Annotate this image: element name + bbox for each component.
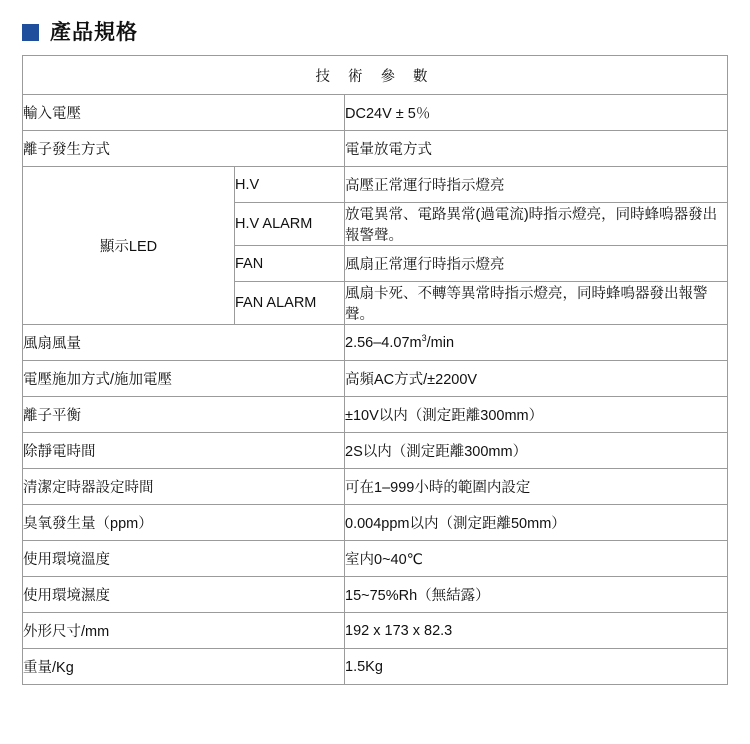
row-label: 使用環境濕度 bbox=[23, 577, 345, 613]
page-title-text: 產品規格 bbox=[50, 20, 138, 44]
table-row bbox=[23, 167, 728, 203]
table-row bbox=[23, 613, 728, 649]
row-label: 臭氧發生量（ppm） bbox=[23, 505, 345, 541]
table-row bbox=[23, 325, 728, 361]
row-value: 高頻AC方式/±2200V bbox=[345, 361, 728, 397]
row-value: DC24V ± 5％ bbox=[345, 95, 728, 131]
table-row bbox=[23, 577, 728, 613]
spec-table-wrapper bbox=[0, 46, 750, 685]
row-value: 192 x 173 x 82.3 bbox=[345, 613, 728, 649]
table-row bbox=[23, 95, 728, 131]
airflow-value-post: /min bbox=[426, 334, 455, 351]
row-value: 風扇卡死、不轉等異常時指示燈亮，同時蜂鳴器發出報警聲。 bbox=[345, 282, 728, 325]
row-value: 高壓正常運行時指示燈亮 bbox=[345, 167, 728, 203]
row-value: 室内0~40℃ bbox=[345, 541, 728, 577]
row-value: 15~75%Rh（無結露） bbox=[345, 577, 728, 613]
row-label: 外形尺寸/mm bbox=[23, 613, 345, 649]
row-label: 離子平衡 bbox=[23, 397, 345, 433]
row-label: 使用環境溫度 bbox=[23, 541, 345, 577]
sub-label-hv: H.V bbox=[235, 167, 345, 203]
table-row bbox=[23, 505, 728, 541]
row-label: 除靜電時間 bbox=[23, 433, 345, 469]
table-row bbox=[23, 469, 728, 505]
row-label-led: 顯示LED bbox=[23, 167, 235, 325]
airflow-value-sup: 3 bbox=[421, 332, 427, 343]
row-value: 0.004ppm以内（測定距離50mm） bbox=[345, 505, 728, 541]
row-value: 風扇正常運行時指示燈亮 bbox=[345, 246, 728, 282]
table-row bbox=[23, 649, 728, 685]
sub-label-hv-alarm: H.V ALARM bbox=[235, 203, 345, 246]
row-label: 風扇風量 bbox=[23, 325, 345, 361]
specifications-table bbox=[22, 55, 728, 685]
row-value: 1.5Kg bbox=[345, 649, 728, 685]
row-label: 清潔定時器設定時間 bbox=[23, 469, 345, 505]
table-header-cell: 技 術 參 數 bbox=[23, 56, 728, 95]
sub-label-fan-alarm: FAN ALARM bbox=[235, 282, 345, 325]
table-row bbox=[23, 361, 728, 397]
table-header-row bbox=[23, 56, 728, 95]
table-row bbox=[23, 541, 728, 577]
airflow-value-pre: 2.56–4.07m bbox=[345, 334, 422, 351]
table-row bbox=[23, 433, 728, 469]
row-label: 重量/Kg bbox=[23, 649, 345, 685]
page-title bbox=[0, 0, 750, 46]
row-label: 電壓施加方式/施加電壓 bbox=[23, 361, 345, 397]
row-value: 2S以内（測定距離300mm） bbox=[345, 433, 728, 469]
row-value: 電暈放電方式 bbox=[345, 131, 728, 167]
row-label: 離子發生方式 bbox=[23, 131, 345, 167]
row-value: ±10V以内（測定距離300mm） bbox=[345, 397, 728, 433]
row-value: 可在1–999小時的範圍内設定 bbox=[345, 469, 728, 505]
table-row bbox=[23, 131, 728, 167]
table-row bbox=[23, 397, 728, 433]
sub-label-fan: FAN bbox=[235, 246, 345, 282]
heading-square-marker bbox=[22, 24, 39, 41]
row-label: 輸入電壓 bbox=[23, 95, 345, 131]
row-value: 放電異常、電路異常(過電流)時指示燈亮，同時蜂嗚器發出報警聲。 bbox=[345, 203, 728, 246]
row-value-airflow bbox=[345, 325, 728, 361]
